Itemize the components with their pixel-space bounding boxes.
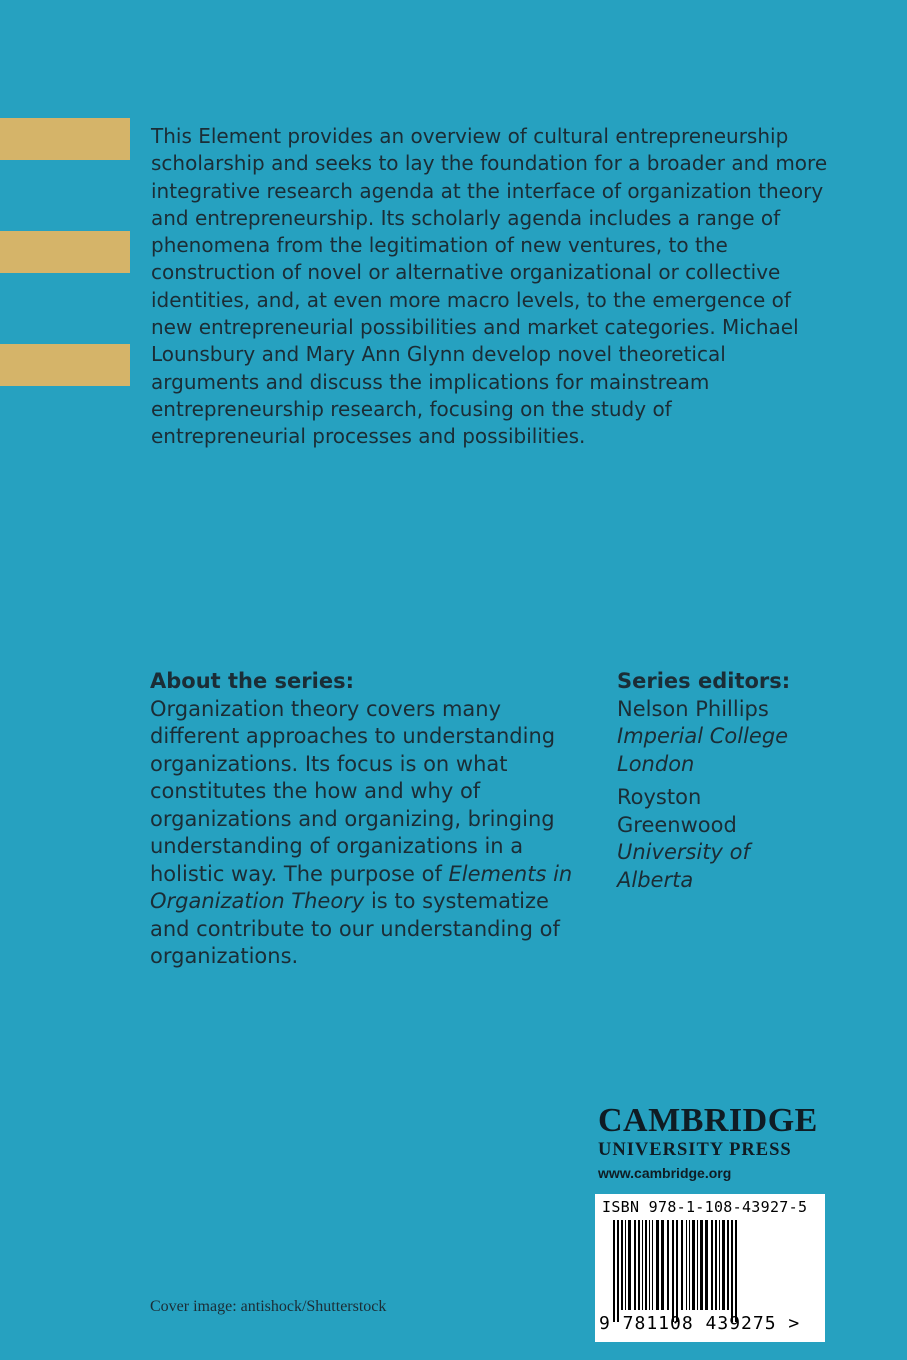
about-series (150, 668, 580, 971)
about-series-heading: About the series: (150, 669, 354, 693)
barcode-bar (667, 1220, 669, 1310)
barcode-bar (649, 1220, 650, 1310)
publisher-subname: UNIVERSITY PRESS (598, 1140, 792, 1160)
editor-affiliation: University of Alberta (617, 840, 750, 892)
barcode-bar (731, 1220, 733, 1322)
accent-bar-2 (0, 231, 130, 273)
barcode-bar (613, 1220, 615, 1322)
barcode-bar (617, 1220, 619, 1322)
isbn-number: ISBN 978-1-108-43927-5 (602, 1198, 808, 1216)
barcode-bar (719, 1220, 720, 1310)
series-editors-heading: Series editors: (617, 669, 791, 693)
about-text-before: Organization theory covers many different approaches to understanding organizations. Its focus is on what constitutes the how and why of organizations and organizing, bringing understanding of organizations in a holistic way. The purpose of (150, 696, 556, 886)
barcode-bar (621, 1220, 623, 1310)
publisher-url: www.cambridge.org (598, 1165, 732, 1181)
publisher-name: CAMBRIDGE (598, 1102, 818, 1139)
barcode-bar (711, 1220, 713, 1310)
barcode-digits: 9 781108 439275 > (599, 1313, 801, 1334)
publisher-logo (598, 1103, 826, 1183)
barcode-bar (705, 1220, 708, 1310)
barcode-bar (676, 1220, 678, 1322)
accent-bar-1 (0, 118, 130, 160)
barcode-bar (625, 1220, 626, 1310)
barcode-bar (661, 1220, 664, 1310)
barcode-bar (634, 1220, 636, 1310)
about-text-after: is to systematize and contribute to our understanding of organizations. (150, 889, 560, 968)
book-description: This Element provides an overview of cultural entrepreneurship scholarship and seeks to lay the foundation for a broader and more integrative research agenda at the interface of organization theory and entrepreneurship. Its scholarly agenda includes a range of phenomena from the legitimation of new ventures, to the construction of novel or alternative organizational or collective identities, and, at even more macro levels, to the emergence of new entrepreneurial possibilities and market categories. Michael Lounsbury and Mary Ann Glynn develop novel theoretical arguments and discuss the implications for mainstream entrepreneurship research, focusing on the study of entrepreneurial processes and possibilities. (151, 124, 828, 449)
editor-name: Nelson Phillips (617, 696, 769, 721)
editor-affiliation: Imperial College London (617, 724, 789, 776)
barcode-bar (722, 1220, 725, 1310)
editor-name: Royston Greenwood (617, 785, 737, 837)
barcode-bar (686, 1220, 687, 1310)
barcode-bar (715, 1220, 717, 1310)
series-title: Elements in Organization Theory (150, 861, 573, 913)
barcode-bar (628, 1220, 631, 1310)
cover-image-credit: Cover image: antishock/Shutterstock (150, 1298, 387, 1315)
series-editors (617, 668, 817, 894)
barcode-bar (681, 1220, 683, 1310)
barcode-bar (652, 1220, 653, 1310)
barcode-bar (645, 1220, 647, 1310)
barcode-bar (638, 1220, 640, 1310)
barcode-bar (642, 1220, 643, 1310)
about-series-text (150, 696, 580, 971)
barcode-bar (656, 1220, 659, 1310)
barcode-bar (697, 1220, 698, 1310)
barcode-bar (672, 1220, 674, 1322)
accent-bar-3 (0, 344, 130, 386)
barcode-bar (689, 1220, 690, 1310)
barcode-bar (727, 1220, 729, 1310)
barcode-bar (700, 1220, 703, 1310)
barcode-bar (692, 1220, 695, 1310)
barcode-bar (735, 1220, 737, 1322)
isbn-barcode (595, 1194, 825, 1342)
